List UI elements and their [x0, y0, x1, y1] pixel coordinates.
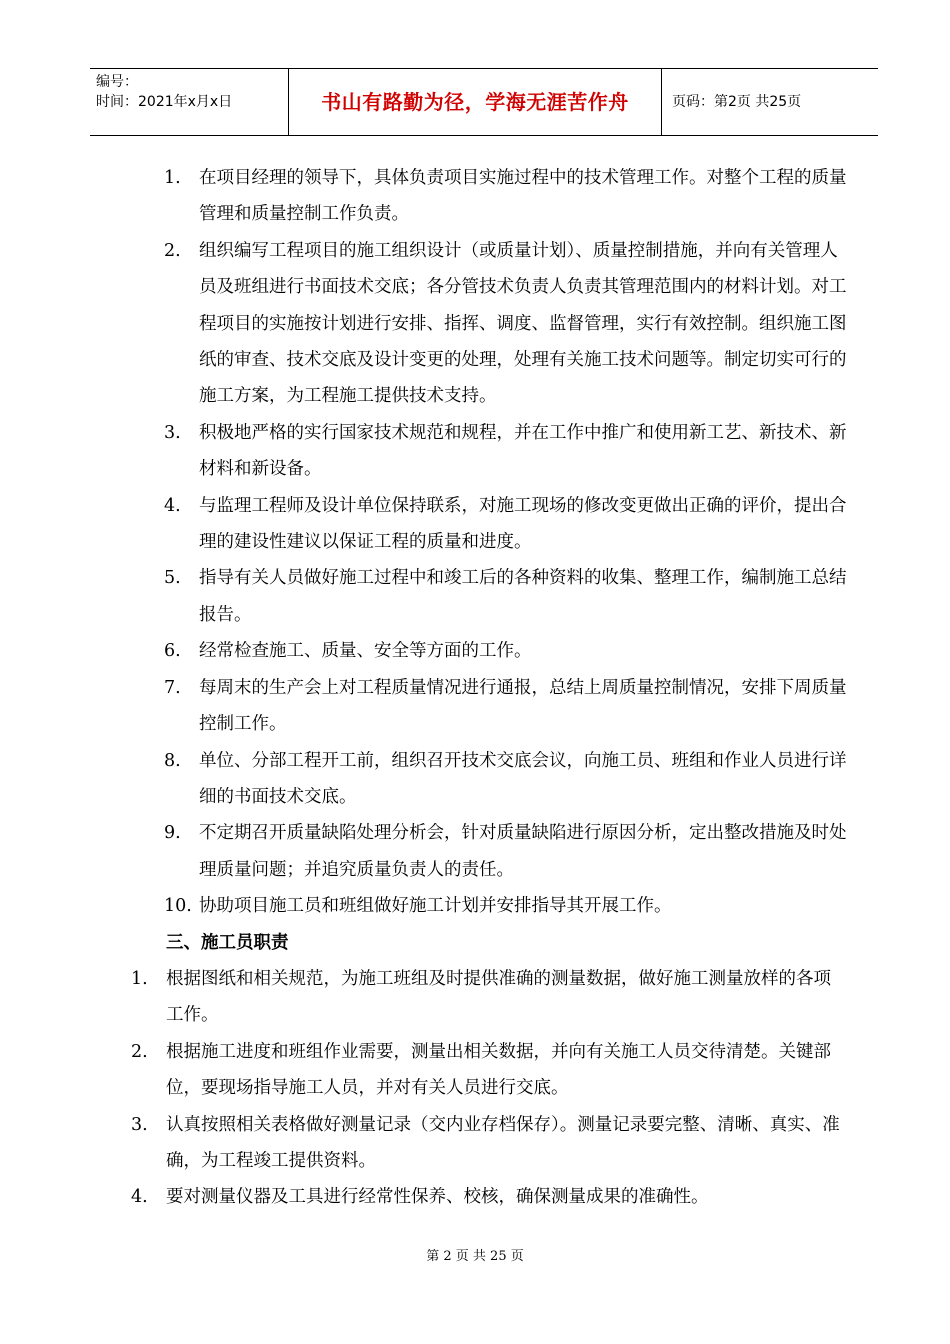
list-item — [0, 815, 950, 888]
list-number: 2. — [131, 1041, 148, 1062]
list-text: 组织编写工程项目的施工组织设计（或质量计划）、质量控制措施，并向有关管理人员及班组进行书面技术交底；各分管技术负责人负责其管理范围内的材料计划。对工程项目的实施按计划进行安排、指挥、调度、监督管理，实行有效控制。组织施工图纸的审查、技术交底及设计变更的处理，处理有关施工技术问题等。制定切实可行的施工方案，为工程施工提供技术支持。 — [199, 240, 847, 407]
list-text: 指导有关人员做好施工过程中和竣工后的各种资料的收集、整理工作，编制施工总结报告。 — [199, 568, 847, 625]
list-text: 在项目经理的领导下，具体负责项目实施过程中的技术管理工作。对整个工程的质量管理和质量控制工作负责。 — [199, 168, 847, 225]
list-number: 10. — [164, 896, 192, 917]
list-item — [0, 633, 950, 669]
header-page-label: 页码：第2页 共25页 — [672, 94, 802, 110]
list-item — [0, 961, 950, 1034]
list-number: 3. — [131, 1114, 148, 1135]
list-number: 4. — [131, 1187, 148, 1208]
list-text: 经常检查施工、质量、安全等方面的工作。 — [199, 641, 532, 662]
header-meta — [90, 69, 288, 135]
list-number: 1. — [131, 968, 148, 989]
list-item — [0, 488, 950, 561]
list-text: 积极地严格的实行国家技术规范和规程，并在工作中推广和使用新工艺、新技术、新材料和新设备。 — [199, 422, 847, 480]
list-item — [0, 415, 950, 488]
page-header — [90, 68, 878, 136]
list-text: 协助项目施工员和班组做好施工计划并安排指导其开展工作。 — [199, 896, 672, 917]
list-number: 2. — [164, 240, 181, 261]
list-number: 8. — [164, 750, 181, 771]
construction-duties-list — [0, 961, 950, 1216]
list-text: 每周末的生产会上对工程质量情况进行通报，总结上周质量控制情况，安排下周质量控制工作。 — [199, 677, 847, 735]
list-item — [0, 743, 950, 816]
section-heading: 三、施工员职责 — [166, 932, 289, 953]
header-motto: 书山有路勤为径，学海无涯苦作舟 — [288, 69, 662, 135]
list-number: 1. — [164, 168, 181, 188]
list-text: 要对测量仪器及工具进行经常性保养、校核，确保测量成果的准确性。 — [166, 1187, 709, 1208]
code-label: 编号： — [96, 74, 138, 90]
list-text: 不定期召开质量缺陷处理分析会，针对质量缺陷进行原因分析，定出整改措施及时处理质量问题；并追究质量负责人的责任。 — [199, 823, 847, 880]
list-number: 9. — [164, 823, 181, 844]
list-text: 单位、分部工程开工前，组织召开技术交底会议，向施工员、班组和作业人员进行详细的书面技术交底。 — [199, 750, 847, 807]
list-item — [0, 1179, 950, 1215]
list-item — [0, 1107, 950, 1180]
list-number: 4. — [164, 495, 181, 516]
list-item — [0, 888, 950, 924]
tech-duties-list — [0, 160, 950, 925]
document-body — [0, 160, 950, 1216]
list-text: 认真按照相关表格做好测量记录（交内业存档保存）。测量记录要完整、清晰、真实、准确，为工程竣工提供资料。 — [166, 1114, 840, 1171]
list-item — [0, 670, 950, 743]
list-number: 5. — [164, 568, 181, 589]
list-item — [0, 1034, 950, 1107]
list-item — [0, 160, 950, 233]
list-text: 根据图纸和相关规范，为施工班组及时提供准确的测量数据，做好施工测量放样的各项工作。 — [166, 968, 831, 1026]
list-number: 3. — [164, 422, 181, 443]
time-label: 时间：2021年x月x日 — [96, 94, 233, 110]
list-text: 与监理工程师及设计单位保持联系，对施工现场的修改变更做出正确的评价，提出合理的建设性建议以保证工程的质量和进度。 — [199, 495, 847, 553]
list-item — [0, 560, 950, 633]
page-footer: 第 2 页 共 25 页 — [426, 1249, 524, 1264]
list-item — [0, 233, 950, 415]
list-text: 根据施工进度和班组作业需要，测量出相关数据，并向有关施工人员交待清楚。关键部位，要现场指导施工人员，并对有关人员进行交底。 — [166, 1041, 831, 1099]
list-number: 6. — [164, 641, 181, 662]
list-number: 7. — [164, 677, 181, 698]
